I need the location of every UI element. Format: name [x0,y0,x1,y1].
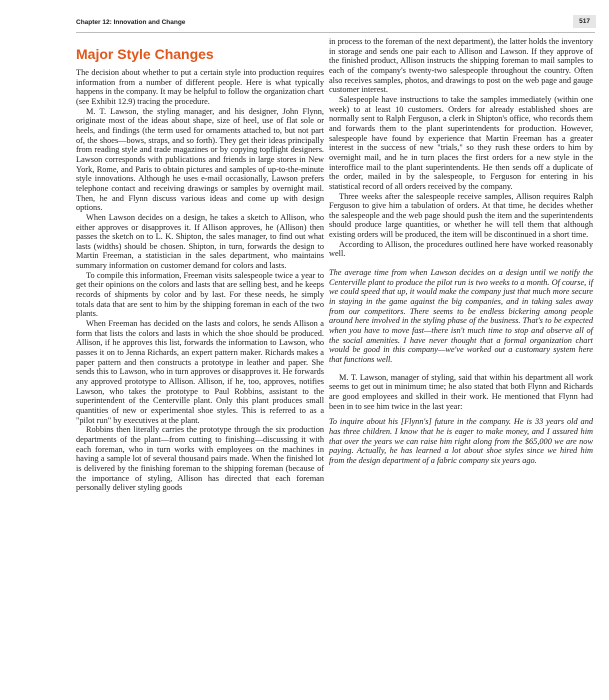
page-number: 517 [573,15,596,28]
paragraph: Robbins then literally carries the prototype through the six production departments of the plant—from cutting to finishing—discussing it with each foreman, who in turn works with employees on the machines in having a sample lot of several thousand pairs made. When the finished lot is delivered by the finishing foreman to the shipping foreman (because of the importance of styling, Allison has directed that each foreman personally deliver styling goods [76,425,324,493]
paragraph: M. T. Lawson, the styling manager, and his designer, John Flynn, originate most of the ideas about shape, size of heel, use of flat sole or heels, and findings (the term used for ornaments attached to, but not part of, the shoes—bows, straps, and so forth). They get their ideas principally from reading style and trade magazines or by copying topflight designers. Lawson corresponds with publications and friends in large stores in New York, Rome, and Paris to obtain pictures and samples of up-to-the-minute style innovations. Although he uses e-mail occasionally, Lawson prefers telephone contact and receiving drawings or samples by overnight mail. Then, he and Flynn discuss various ideas and come up with design options. [76,106,324,213]
paragraph: Three weeks after the salespeople receive samples, Allison requires Ralph Ferguson to give him a tabulation of orders. At that time, he decides whether the salespeople and the web page should push the item and the superintendents should produce large quantities, or whether he will tell them that although existing orders will be produced, the item will be discontinued in a short time. [329,191,593,240]
paragraph: M. T. Lawson, manager of styling, said that within his department all work seems to get out in minimum time; he also stated that both Flynn and Richards are good employees and skilled in their work. He mentioned that Flynn had been in to see him twice in the last year: [329,372,593,411]
paragraph: The decision about whether to put a certain style into production requires information from a number of different people. Here is what typically happens in the company. It may be helpful to follow the organization chart (see Exhibit 12.9) tracing the procedure. [76,68,324,106]
header-rule [76,32,595,33]
left-column [76,36,324,493]
paragraph: When Lawson decides on a design, he takes a sketch to Allison, who either approves or disapproves it. If Allison approves, he (Allison) then passes the sketch on to L. K. Shipton, the sales manager, to find out what lasts (widths) should be chosen. Shipton, in turn, forwards the design to Martin Freeman, a statistician in the sales department, who maintains summary information on customer demand for colors and lasts. [76,212,324,271]
page-header [76,19,596,33]
paragraph: When Freeman has decided on the lasts and colors, he sends Allison a form that lists the colors and lasts in which the shoe should be produced. Allison, if he approves this list, forwards the information to Lawson, who passes it on to Jenna Richards, an expert pattern maker. Richards makes a paper pattern and then constructs a prototype in leather and paper. She sends this to Lawson, who in turn approves or disapproves it. He forwards any approved prototype to Allison. Allison, if he, too, approves, notifies Lawson, who takes the prototype to Paul Robbins, assistant to the superintendent of the Centerville plant. Only this plant produces small quantities of new or experimental shoe styles. This is referred to as a "pilot run" by executives at the plant. [76,319,324,425]
paragraph: Salespeople have instructions to take the samples immediately (within one week) to at least 10 customers. Orders for already established shoes are normally sent to Ralph Ferguson, a clerk in Shipton's office, who records them and forwards them to the plant superintendents for production. However, salespeople have found by experience that Martin Freeman has a greater interest in the success of new "trials," so they rush these orders to him by overnight mail, and he in turn places the first orders for a new style in the interoffice mail to the plant superintendents. He then sends off a duplicate of the order, mailed in by the salespeople, to Ferguson for entering in his statistical record of all orders received by the company. [329,94,593,191]
quote-lawson: To inquire about his [Flynn's] future in the company. He is 33 years old and has three children. I know that he is eager to make money, and I assured him that over the years we can raise him right along from the $65,000 we are now paying. Actually, he has learned a lot about shoe styles since we hired him from the design department of a fabric company six years ago. [329,417,593,465]
quote-allison: The average time from when Lawson decides on a design until we notify the Centerville plant to produce the pilot run is two weeks to a month. Of course, if we could speed that up, it would make the company just that much more secure in staying in the game against the big companies, and in taking sales away from our competitors. There seems to be endless bickering among people around here involved in the styling phase of the business. That's to be expected when you have to move fast—there isn't much time to stop and observe all of the social amenities. I have never thought that a formal organization chart would be good in this company—we've worked out a customary system here that functions well. [329,268,593,364]
right-column [329,37,593,466]
paragraph: To compile this information, Freeman visits salespeople twice a year to get their opinions on the colors and lasts that are selling best, and he keeps records of shipments by color and by last. For these needs, he simply totals data that are sent to him by the shipping foreman in each of the two plants. [76,270,324,319]
section-heading: Major Style Changes [76,46,214,62]
paragraph: in process to the foreman of the next department), the latter holds the inventory in storage and sends one pair each to Allison and Lawson. If they approve of the finished product, Allison instructs the shipping foreman to mail samples to each of the company's twenty-two salespeople throughout the country. Often also receives samples, photos, and drawings to post on the web page and gauge customer interest. [329,37,593,95]
paragraph: According to Allison, the procedures outlined here have worked reasonably well. [329,239,593,259]
chapter-title: Chapter 12: Innovation and Change [76,19,186,26]
